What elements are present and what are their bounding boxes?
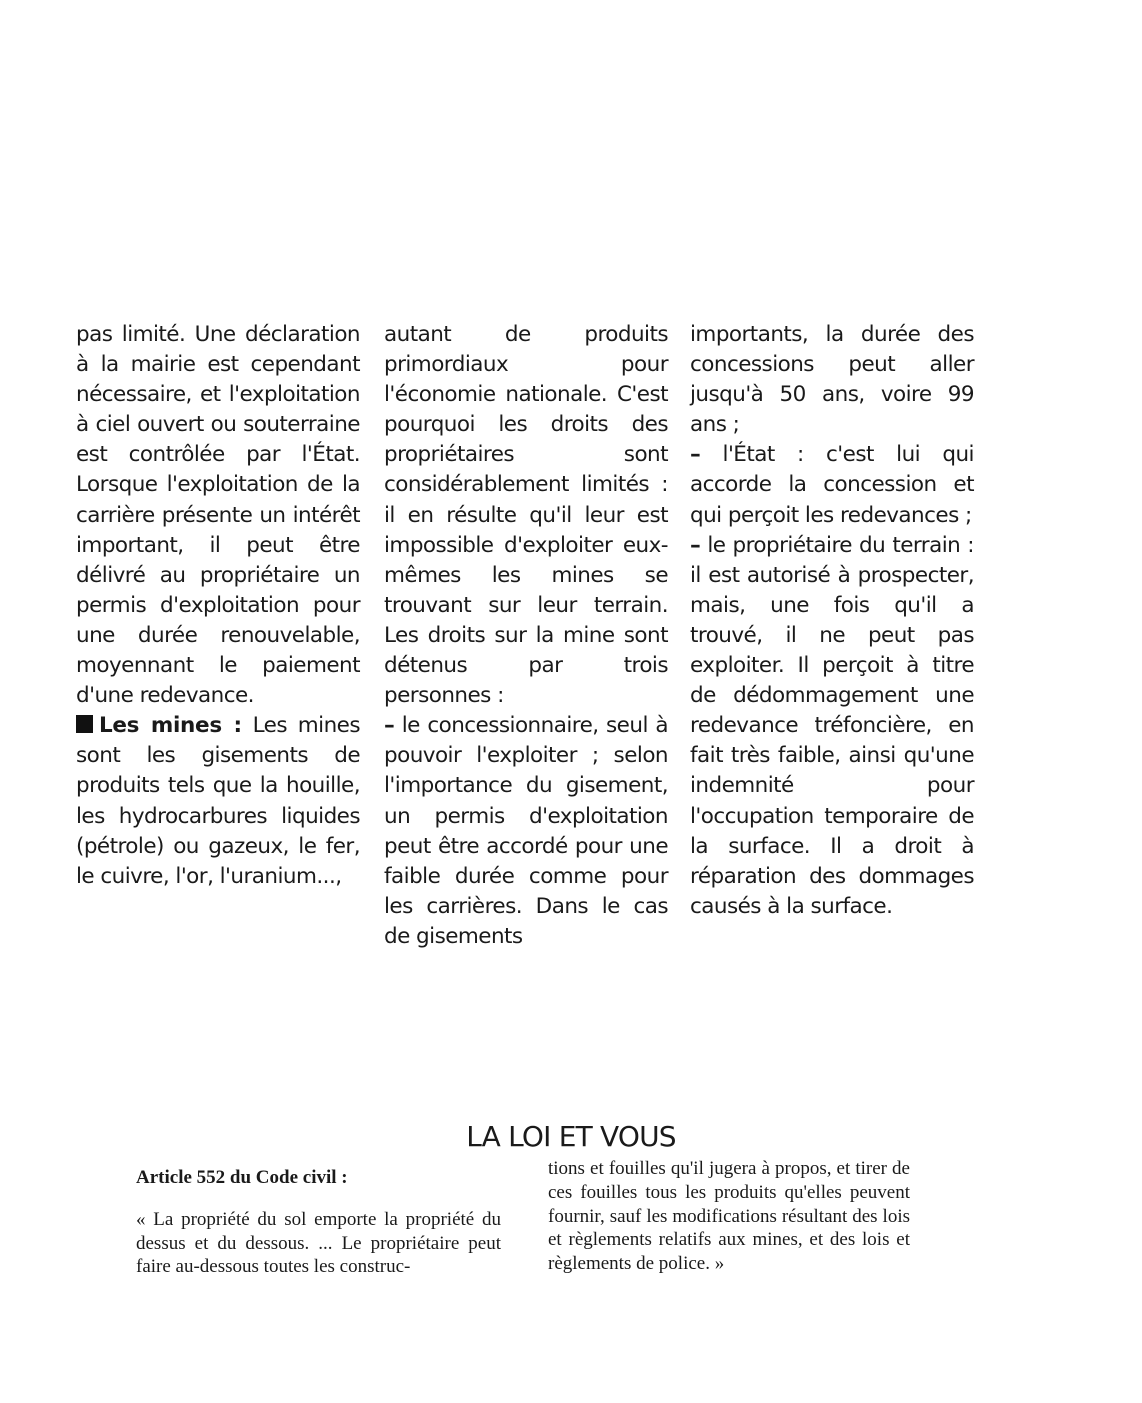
text-column-3 [690,320,974,922]
law-article-text-start: « La propriété du sol emporte la propriété du dessus et du dessous. ... Le propriétaire peut faire au-dessous toutes les construc- [136,1208,501,1278]
law-box-right-column [548,1157,910,1276]
dash-marker: – [690,442,701,468]
list-item-text: le propriétaire du terrain : il est autorisé à prospecter, mais, une fois qu'il a trouvé, il ne peut pas exploiter. Il perçoit à titre de dédommagement une redevance tréfoncière, en fait très faible, ainsi qu'une indemnité pour l'occupation temporaire de la surface. Il a droit à réparation des dommages causés à la surface. [690,532,974,919]
list-item-proprietaire [690,531,974,922]
list-item-text: l'État : c'est lui qui accorde la concession et qui perçoit les redevances ; [690,442,974,528]
list-item-continuation: importants, la durée des concessions peut aller jusqu'à 50 ans, voire 99 ans ; [690,322,974,438]
dash-marker: – [384,713,395,739]
paragraph-mines [76,711,360,892]
list-item-text: le concessionnaire, seul à pouvoir l'exploiter ; selon l'importance du gisement, un permis d'exploitation peut être accordé pour une faible durée comme pour les carrières. Dans le cas de gisements [384,713,668,949]
bullet-square-icon [76,715,93,733]
law-article-heading: Article 552 du Code civil : [136,1167,348,1188]
text-column-1 [76,320,360,892]
paragraph-droits: autant de produits primordiaux pour l'économie nationale. C'est pourquoi les droits des propriétaires sont considérablement limités : il en résulte qu'il leur est impossible d'exploiter eux-mêmes les mines se trouvant sur leur terrain. Les droits sur la mine sont détenus par trois personnes : [384,322,668,709]
text-column-2 [384,320,668,952]
mines-definition: Les mines sont les gisements de produits tels que la houille, les hydrocarbures liquides (pétrole) ou gazeux, le fer, le cuivre, l'or, l'uranium..., [76,713,360,889]
paragraph-carrieres: pas limité. Une déclaration à la mairie est cependant nécessaire, et l'exploitation à ciel ouvert ou souterraine est contrôlée par l'État. Lorsque l'exploitation de la carrière présente un intérêt important, il peut être délivré au propriétaire un permis d'exploitation pour une durée renouvelable, moyennant le paiement d'une redevance. [76,322,360,709]
law-box-left-column [136,1166,501,1279]
section-heading-mines: Les mines : [99,713,242,739]
law-article-text-end: tions et fouilles qu'il jugera à propos, et tirer de ces fouilles tous les produits qu'elles peuvent fournir, sauf les modifications résultant des lois et règlements relatifs aux mines, et des lois et règlements de police. » [548,1158,910,1275]
law-box-title: LA LOI ET VOUS [466,1120,676,1153]
dash-marker: – [690,532,701,558]
list-item-concessionnaire [384,711,668,952]
list-item-etat [690,440,974,530]
